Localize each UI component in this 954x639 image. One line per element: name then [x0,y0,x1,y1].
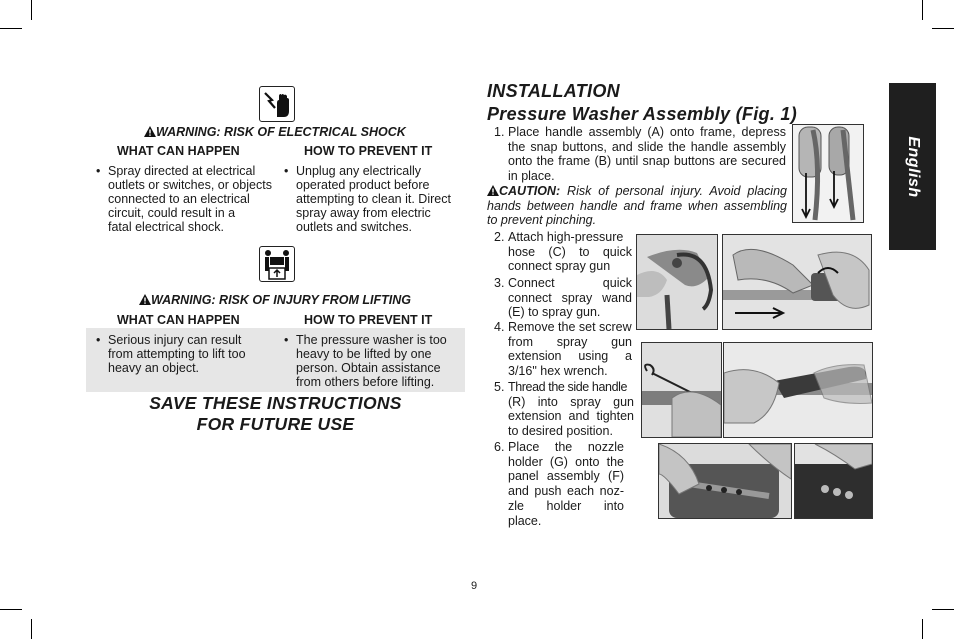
crop-mark [0,28,22,29]
crop-mark [932,28,954,29]
save-instructions-heading: SAVE THESE INSTRUCTIONS FOR FUTURE USE [149,393,402,434]
caution-triangle-icon [487,185,499,196]
step-number: 6. [494,440,505,454]
step-number: 3. [494,276,505,290]
how-to-prevent-heading: HOW TO PREVENT IT [304,144,433,158]
crop-mark [922,619,923,639]
figure-connect-wand [722,234,872,330]
figure-attach-hose [636,234,718,330]
step-number: 1. [494,125,505,139]
electric-shock-hand-icon [259,86,295,122]
step-number: 2. [494,230,505,244]
language-tab-label: English [904,135,922,198]
language-tab [889,83,936,250]
warning-title [139,293,411,307]
caution-text: CAUTION: Risk of personal injury. Avoid placing hands between handle and frame when assembling to prevent pinching. [487,184,787,228]
warning-triangle-icon [139,294,151,305]
step-4-text: Remove the set screw from spray gun extension using a 3/16" hex wrench. [508,320,632,379]
step-2-text: Attach high-pressure hose (C) to quick connect spray gun [508,230,632,274]
installation-heading: INSTALLATION [487,81,620,101]
figure-remove-set-screw [641,342,722,438]
assembly-subheading: Pressure Washer Assembly (Fig. 1) [487,104,798,124]
how-to-prevent-text: • Unplug any electrically operated product before attempting to clean it. Direct spray away from electric outlets and switches. [284,164,451,234]
figure-handle-assembly [792,124,864,223]
crop-mark [31,619,32,639]
crop-mark [0,609,22,610]
page-number: 9 [471,580,478,592]
step-1-text: Place handle assembly (A) onto frame, depress the snap buttons, and slide the handle assembly onto the frame (B) until snap buttons are secured in place. [508,125,786,184]
crop-mark [932,609,954,610]
two-person-lift-icon [259,246,295,282]
warning-triangle-icon [144,126,156,137]
what-can-happen-heading: WHAT CAN HAPPEN [117,313,240,327]
what-can-happen-text: • Serious injury can result from attempting to lift too heavy an object. [96,333,246,375]
step-5-text: Thread the side handle (R) into spray gun extension and tighten to desired position. [508,380,634,439]
how-to-prevent-heading: HOW TO PREVENT IT [304,313,433,327]
crop-mark [922,0,923,20]
warning-title [144,125,406,139]
what-can-happen-text: • Spray directed at electrical outlets or switches, or objects connected to an electrical circuit, could result in a fatal electrical shock. [96,164,272,234]
figure-nozzle-holder-a [658,443,792,519]
warning-title-text: WARNING: RISK OF ELECTRICAL SHOCK [156,125,406,139]
figure-nozzle-holder-b [794,443,873,519]
crop-mark [31,0,32,20]
warning-title-text: WARNING: RISK OF INJURY FROM LIFTING [151,293,411,307]
step-number: 5. [494,380,505,394]
how-to-prevent-text: • The pressure washer is too heavy to be lifted by one person. Obtain assistance from others before lifting. [284,333,447,389]
figure-thread-side-handle [723,342,873,438]
step-3-text: Connect quick connect spray wand (E) to spray gun. [508,276,632,320]
step-number: 4. [494,320,505,334]
what-can-happen-heading: WHAT CAN HAPPEN [117,144,240,158]
step-6-text: Place the nozzle holder (G) onto the panel assembly (F) and push each noz- zle holder into place. [508,440,624,528]
